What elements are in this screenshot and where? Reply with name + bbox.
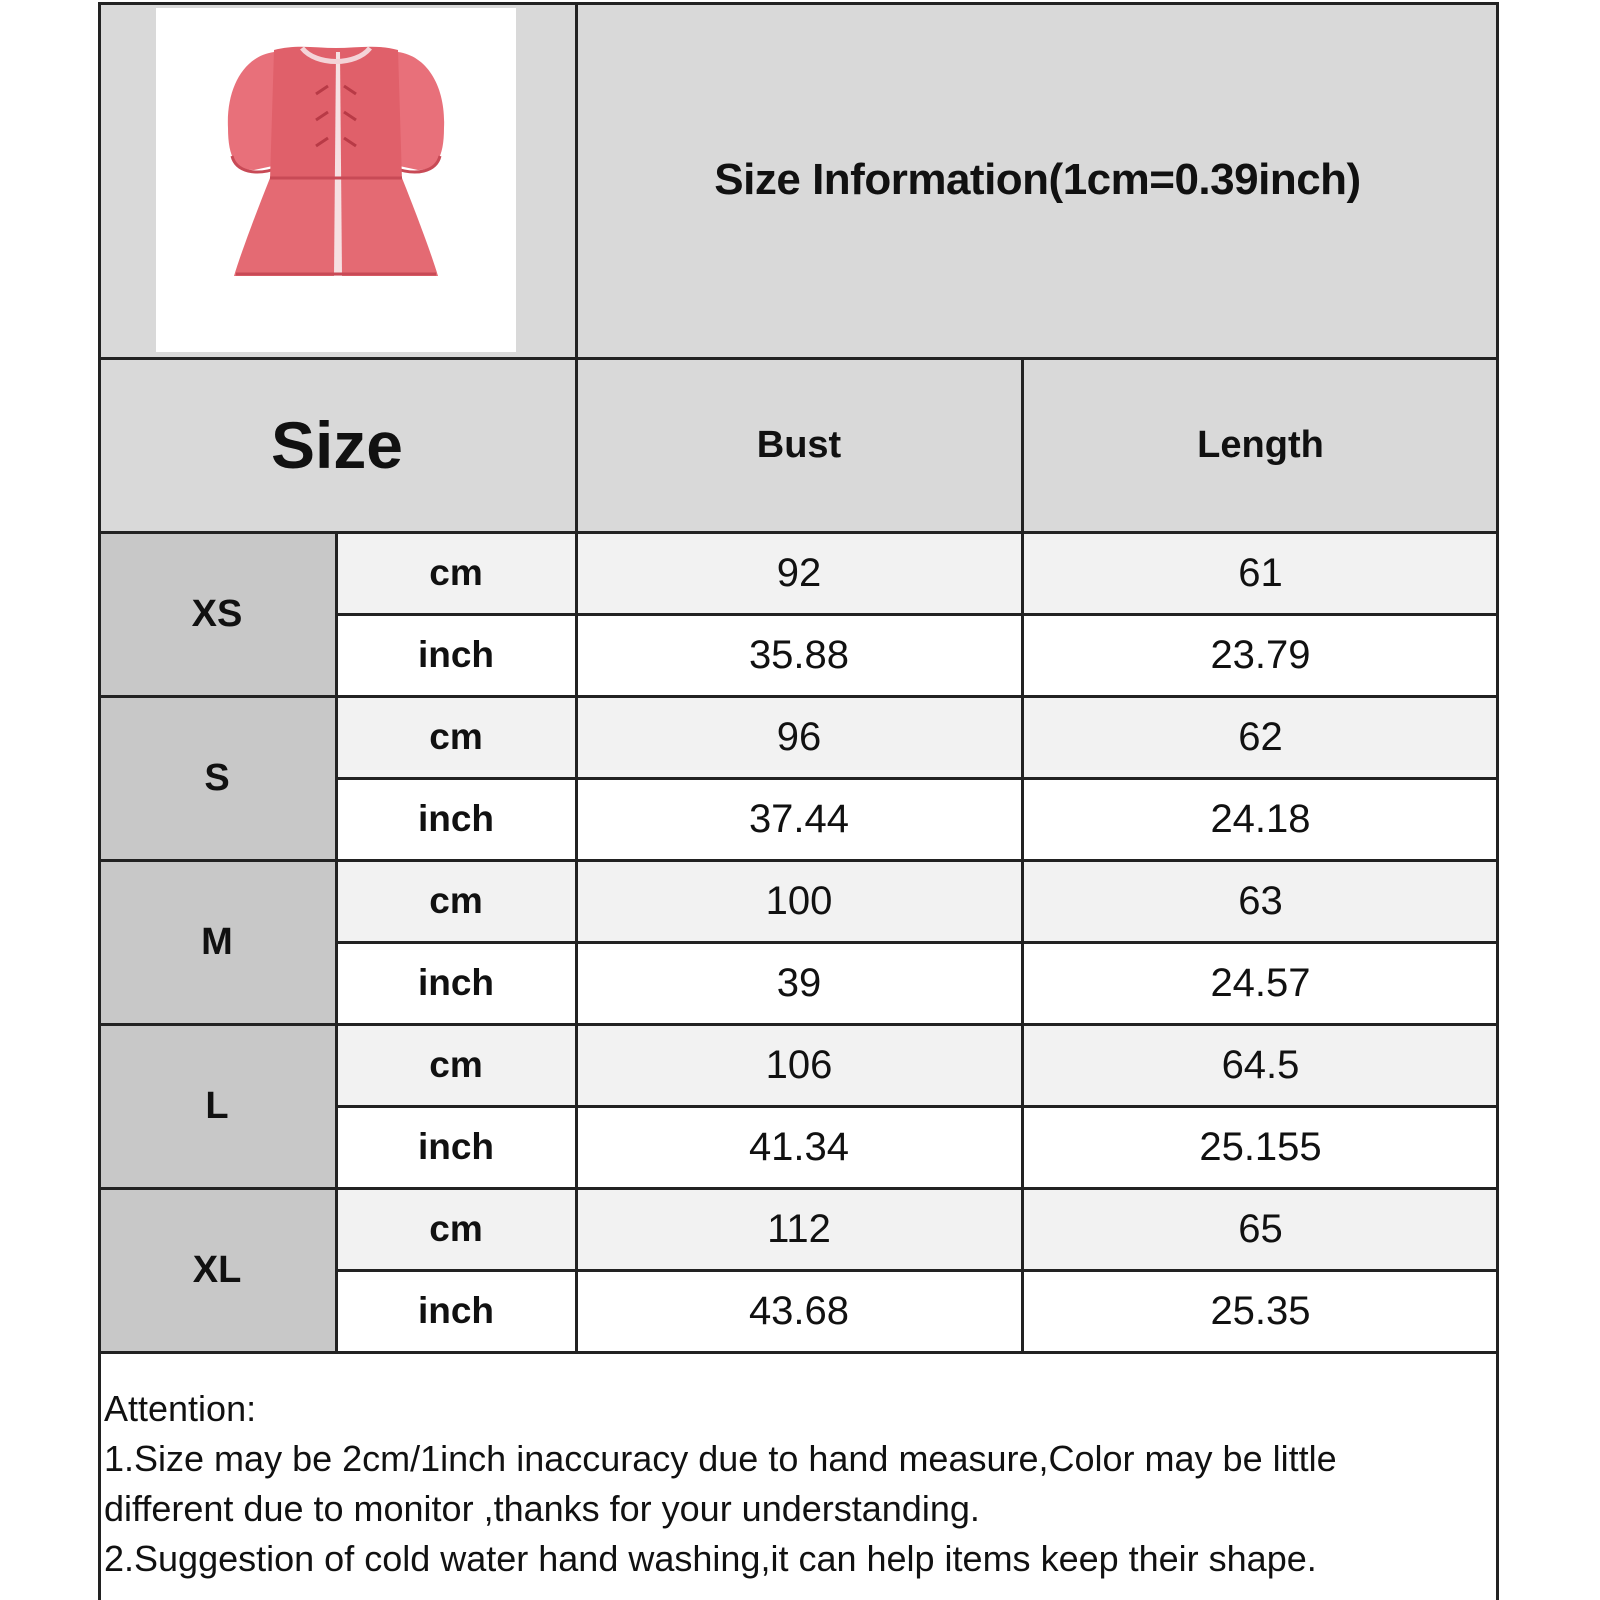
size-label: S [204, 756, 230, 799]
size-label: XS [191, 592, 243, 635]
table-cell [576, 696, 1022, 778]
unit-label: cm [429, 1044, 483, 1085]
divider [98, 357, 1499, 360]
bust-value: 43.68 [748, 1288, 850, 1333]
table-cell [576, 860, 1022, 942]
bust-value: 35.88 [748, 632, 850, 677]
table-cell [576, 1106, 1022, 1188]
divider [575, 2, 578, 1353]
divider [336, 777, 1499, 780]
table-cell [576, 778, 1022, 860]
length-value: 61 [1238, 550, 1283, 595]
size-cell-xl [98, 1188, 336, 1352]
bust-value: 112 [767, 1206, 831, 1251]
table-cell [1022, 696, 1499, 778]
bust-heading: Bust [756, 423, 842, 466]
size-label: M [201, 920, 233, 963]
size-cell-l [98, 1024, 336, 1188]
size-cell-s [98, 696, 336, 860]
table-row [336, 696, 576, 778]
unit-label: cm [429, 716, 483, 757]
length-heading: Length [1197, 423, 1324, 466]
bust-value: 41.34 [748, 1124, 850, 1169]
size-label: XL [192, 1248, 242, 1291]
bust-value: 92 [776, 550, 822, 595]
table-row [336, 942, 576, 1024]
blouse-image [156, 8, 516, 352]
divider [98, 695, 1499, 698]
table-cell [1022, 532, 1499, 614]
divider [336, 941, 1499, 944]
attention-notes [104, 1384, 1494, 1584]
table-row [336, 860, 576, 942]
bust-value: 37.44 [748, 796, 850, 841]
table-border [98, 2, 1499, 5]
size-cell-m [98, 860, 336, 1024]
divider [98, 859, 1499, 862]
unit-label: inch [417, 634, 495, 675]
attention-line: 2.Suggestion of cold water hand washing,it can help items keep their shape. [104, 1538, 1317, 1579]
attention-line: different due to monitor ,thanks for your understanding. [104, 1488, 980, 1529]
length-value: 23.79 [1210, 632, 1311, 677]
table-cell [1022, 860, 1499, 942]
table-cell [576, 532, 1022, 614]
bust-value: 96 [776, 714, 822, 759]
attention-line: 1.Size may be 2cm/1inch inaccuracy due to hand measure,Color may be little [104, 1438, 1337, 1479]
table-cell [1022, 614, 1499, 696]
table-cell [576, 942, 1022, 1024]
table-cell [1022, 1024, 1499, 1106]
table-row [336, 1106, 576, 1188]
divider [336, 1269, 1499, 1272]
length-header-cell [1022, 358, 1499, 532]
table-cell [1022, 942, 1499, 1024]
product-image-panel [156, 8, 516, 352]
length-value: 24.57 [1210, 960, 1311, 1005]
table-cell [1022, 1188, 1499, 1270]
table-cell [576, 614, 1022, 696]
table-cell [1022, 778, 1499, 860]
size-header-cell [98, 358, 576, 532]
table-cell [576, 1188, 1022, 1270]
length-value: 63 [1238, 878, 1283, 923]
divider [98, 1023, 1499, 1026]
table-row [336, 1270, 576, 1352]
unit-label: cm [429, 1208, 483, 1249]
length-value: 62 [1238, 714, 1283, 759]
size-label: L [205, 1084, 229, 1127]
image-cell [98, 2, 576, 358]
bust-value: 100 [765, 878, 833, 923]
size-chart [98, 2, 1499, 1600]
table-cell [1022, 1270, 1499, 1352]
divider [335, 532, 338, 1353]
table-cell [576, 1024, 1022, 1106]
size-cell-xs [98, 532, 336, 696]
table-border [1496, 2, 1499, 1600]
unit-label: inch [417, 962, 495, 1003]
bust-header-cell [576, 358, 1022, 532]
table-border [98, 2, 101, 1600]
bust-value: 39 [776, 960, 822, 1005]
unit-label: cm [429, 552, 483, 593]
size-heading: Size [270, 408, 404, 482]
length-value: 65 [1238, 1206, 1283, 1251]
table-cell [576, 1270, 1022, 1352]
title-cell [576, 2, 1499, 358]
divider [1021, 358, 1024, 1353]
divider [336, 613, 1499, 616]
unit-label: inch [417, 1126, 495, 1167]
divider [336, 1105, 1499, 1108]
bust-value: 106 [765, 1042, 833, 1087]
table-cell [1022, 1106, 1499, 1188]
table-row [336, 614, 576, 696]
length-value: 25.155 [1199, 1124, 1322, 1169]
unit-label: cm [429, 880, 483, 921]
length-value: 64.5 [1221, 1042, 1300, 1087]
divider [98, 1351, 1499, 1354]
unit-label: inch [417, 798, 495, 839]
length-value: 25.35 [1210, 1288, 1311, 1333]
attention-heading: Attention: [104, 1388, 257, 1429]
table-row [336, 532, 576, 614]
divider [98, 531, 1499, 534]
table-row [336, 778, 576, 860]
unit-label: inch [417, 1290, 495, 1331]
length-value: 24.18 [1210, 796, 1311, 841]
table-row [336, 1024, 576, 1106]
table-row [336, 1188, 576, 1270]
divider [98, 1187, 1499, 1190]
page-title: Size Information(1cm=0.39inch) [714, 155, 1361, 204]
